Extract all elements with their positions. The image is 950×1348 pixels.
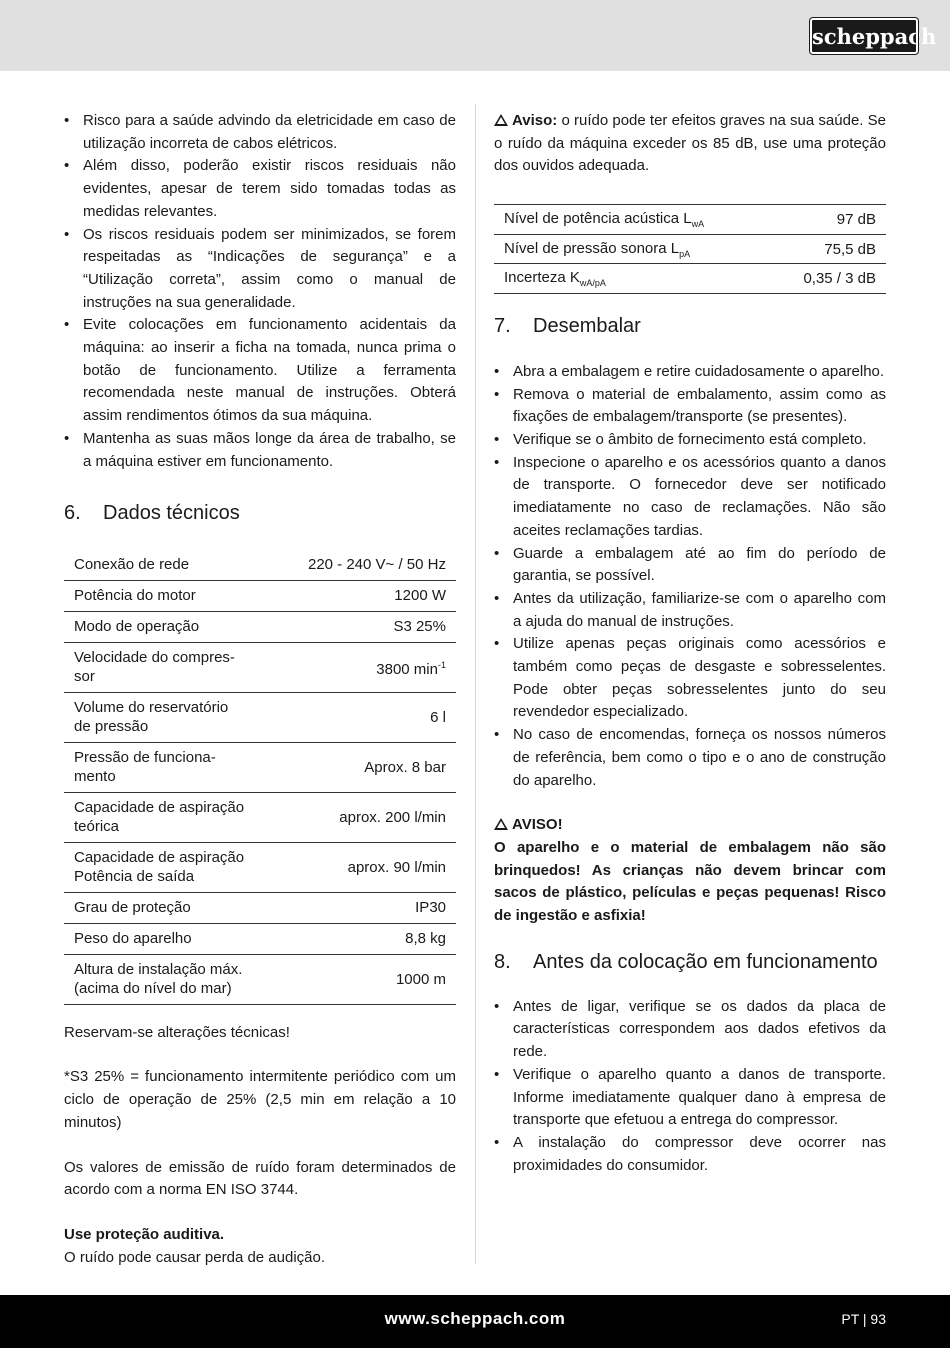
tech-value-text: S3 25% [393, 618, 446, 636]
table-row [64, 792, 456, 842]
list-item: • Utilize apenas peças originais como acessórios e também como peças de desgaste e sobresselentes. Pode obter peças sobresselentes junto do seu revendedor especializado. [494, 633, 886, 724]
tech-label: Volume do reservatório de pressão [64, 692, 278, 742]
tech-value-text: aprox. 200 l/min [339, 808, 446, 826]
tech-label: Velocidade do compres- sor [64, 642, 278, 692]
tech-label: Potência do motor [64, 580, 278, 611]
section-title: Antes da colocação em funcionamento [533, 950, 878, 973]
page-footer [0, 1295, 950, 1348]
noise-subscript: wA/pA [579, 278, 606, 289]
tech-value [278, 580, 456, 611]
list-item: • Inspecione o aparelho e os acessórios quanto a danos de transporte. O fornecedor deve ser notificado imediatamente no caso de reclamações. Não são aceites reclamações tardias. [494, 452, 886, 543]
table-row [494, 205, 886, 235]
aviso-text-bold: O aparelho e o material de embalagem não são brinquedos! As crianças não devem brincar com sacos de plástico, películas e peças pequenas! Risco de ingestão e asfixia! [494, 838, 886, 925]
aviso-title: AVISO! [512, 816, 563, 834]
tech-label: Grau de proteção [64, 892, 278, 923]
section-7-heading [494, 314, 886, 338]
reserve-note: Reservam-se alterações técnicas! [64, 1023, 290, 1041]
section-number: 6. [64, 502, 81, 525]
section-title: Desembalar [533, 314, 641, 337]
tech-value-text: 3800 min [376, 660, 438, 678]
hearing-protection-text: O ruído pode causar perda de audição. [64, 1248, 326, 1266]
list-item: • Antes de ligar, verifique se os dados da placa de características correspondem aos dados efetivos da rede. [494, 996, 886, 1064]
list-item: • A instalação do compressor deve ocorrer nas proximidades do consumidor. [494, 1132, 886, 1177]
right-column [494, 110, 886, 1177]
noise-label-text: Nível de pressão sonora L [504, 239, 680, 257]
table-row [64, 954, 456, 1004]
tech-value [278, 923, 456, 954]
aviso-text: o ruído pode ter efeitos graves na sua saúde. Se o ruído da máquina exceder os 85 dB, use uma proteção dos ouvidos adequada. [494, 112, 886, 175]
tech-value-text: aprox. 90 l/min [347, 858, 446, 876]
noise-label [494, 205, 770, 235]
tech-value-text: 220 - 240 V~ / 50 Hz [307, 556, 446, 573]
aviso-label: Aviso: [512, 112, 558, 129]
noise-value: 97 dB [770, 205, 886, 235]
list-item: • Remova o material de embalamento, assim como as fixações de embalagem/transporte (se presentes). [494, 384, 886, 429]
list-item: • Os riscos residuais podem ser minimizados, se forem respeitadas as “Indicações de segurança” e a “Utilização correta”, assim como o manual de instruções na sua generalidade. [64, 224, 456, 315]
noise-values-table [494, 204, 886, 294]
s3-note: *S3 25% = funcionamento intermitente periódico com um ciclo de operação de 25% (2,5 min em relação a 10 minutos) [64, 1068, 456, 1131]
warning-triangle-icon [494, 114, 508, 126]
list-item: • Verifique o aparelho quanto a danos de transporte. Informe imediatamente qualquer dano à empresa de transporte que efetuou a entrega do compressor. [494, 1064, 886, 1132]
noise-warning [494, 110, 886, 178]
table-row [64, 923, 456, 954]
tech-value-text: 8,8 kg [405, 930, 446, 948]
tech-label: Pressão de funciona- mento [64, 742, 278, 792]
list-item: • Verifique se o âmbito de fornecimento está completo. [494, 429, 886, 452]
section-number: 8. [494, 950, 511, 973]
noise-label-text: Nível de potência acústica L [504, 209, 692, 227]
tech-value [278, 892, 456, 923]
before-start-list [494, 996, 886, 1178]
tech-value-text: 6 l [430, 708, 446, 726]
noise-label-text: Incerteza K [504, 269, 580, 287]
technical-data-table [64, 549, 456, 1005]
page-header [0, 0, 950, 71]
noise-value: 0,35 / 3 dB [770, 264, 886, 294]
residual-risk-list [64, 110, 456, 473]
table-row [64, 842, 456, 892]
list-item: • Evite colocações em funcionamento acidentais da máquina: ao inserir a ficha na tomada, nunca prima o botão de funcionamento. Utilize a ferramenta recomendada neste manual de instruções. Obterá assim rendimentos ótimos da sua máquina. [64, 314, 456, 428]
tech-label: Peso do aparelho [64, 923, 278, 954]
tech-value [278, 642, 456, 692]
noise-label [494, 264, 770, 294]
table-row [494, 234, 886, 264]
tech-label: Capacidade de aspiração teórica [64, 792, 278, 842]
list-item: • Abra a embalagem e retire cuidadosamente o aparelho. [494, 361, 886, 384]
section-6-heading [64, 501, 456, 525]
hearing-bold: Use proteção auditiva. [64, 1225, 225, 1243]
tech-value-text: IP30 [415, 899, 446, 917]
section-8-heading [494, 950, 886, 974]
noise-subscript: wA [691, 218, 705, 229]
list-item: • Risco para a saúde advindo da eletricidade em caso de utilização incorreta de cabos elétricos. [64, 110, 456, 155]
table-row [64, 549, 456, 580]
tech-label: Altura de instalação máx. (acima do nível do mar) [64, 954, 278, 1004]
left-column [64, 110, 456, 1269]
tech-label: Conexão de rede [64, 549, 278, 580]
footer-website-link[interactable]: www.scheppach.com [384, 1309, 566, 1328]
list-item: • Mantenha as suas mãos longe da área de trabalho, se a máquina estiver em funcionamento. [64, 428, 456, 473]
tech-label: Capacidade de aspiração Potência de saída [64, 842, 278, 892]
tech-value-text: 1000 m [395, 970, 446, 988]
tech-value [278, 549, 456, 580]
tech-value [278, 954, 456, 1004]
table-row [64, 692, 456, 742]
section-title: Dados técnicos [103, 502, 240, 525]
table-row [64, 611, 456, 642]
tech-value [278, 842, 456, 892]
tech-value-text: 1200 W [394, 587, 446, 605]
tech-value [278, 611, 456, 642]
section-number: 7. [494, 314, 511, 337]
aviso-heading [494, 814, 886, 837]
scheppach-logo: scheppach [810, 18, 918, 54]
noise-value: 75,5 dB [770, 234, 886, 264]
list-item: • Guarde a embalagem até ao fim do período de garantia, se possível. [494, 543, 886, 588]
list-item: • Antes da utilização, familiarize-se com o aparelho com a ajuda do manual de instruções. [494, 588, 886, 633]
table-row [64, 642, 456, 692]
noise-label [494, 234, 770, 264]
table-row [64, 742, 456, 792]
tech-value [278, 742, 456, 792]
table-row [494, 264, 886, 294]
unit-superscript: -1 [437, 659, 446, 670]
noise-subscript: pA [679, 248, 691, 259]
page-number: PT | 93 [841, 1311, 886, 1327]
hearing-protection-heading [64, 1224, 456, 1247]
list-item: • Além disso, poderão existir riscos residuais não evidentes, apesar de terem sido tomadas todas as medidas relevantes. [64, 155, 456, 223]
unpack-list [494, 361, 886, 792]
tech-value-text: Aprox. 8 bar [364, 758, 446, 776]
table-row [64, 580, 456, 611]
warning-triangle-icon [494, 818, 508, 830]
list-item: • No caso de encomendas, forneça os nossos números de referência, bem como o tipo e o ano de construção do aparelho. [494, 724, 886, 792]
column-divider [475, 104, 476, 1264]
tech-value [278, 792, 456, 842]
tech-value [278, 692, 456, 742]
noise-emission-note: Os valores de emissão de ruído foram determinados de acordo com a norma EN ISO 3744. [64, 1158, 456, 1199]
table-row [64, 892, 456, 923]
tech-label: Modo de operação [64, 611, 278, 642]
